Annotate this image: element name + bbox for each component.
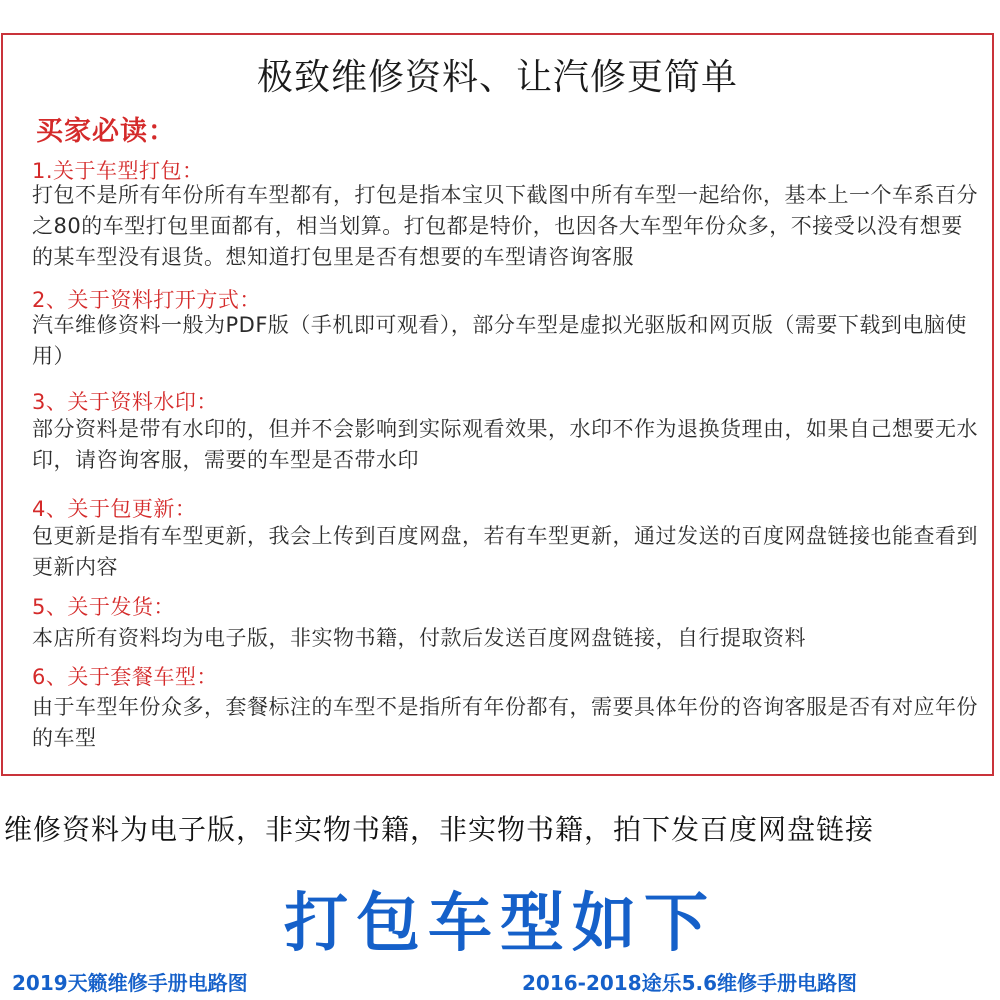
section-body-package-models: 由于车型年份众多，套餐标注的车型不是指所有年份都有，需要具体年份的咨询客服是否有对应年份的车型 xyxy=(32,695,978,750)
section-body-open-method: 汽车维修资料一般为PDF版（手机即可观看），部分车型是虚拟光驱版和网页版（需要下载到电脑使用） xyxy=(32,313,967,368)
electronic-version-note: 维修资料为电子版，非实物书籍，非实物书籍，拍下发百度网盘链接 xyxy=(4,813,875,846)
notice-box xyxy=(1,33,994,776)
section-heading-package-models: 6、关于套餐车型： xyxy=(32,665,218,689)
section-body-watermark: 部分资料是带有水印的，但并不会影响到实际观看效果，水印不作为退换货理由，如果自己想要无水印，请咨询客服，需要的车型是否带水印 xyxy=(32,417,978,472)
model-label-teana: 2019天籁维修手册电路图 xyxy=(12,971,248,995)
section-heading-packaging: 1.关于车型打包： xyxy=(32,159,204,183)
pack-models-title: 打包车型如下 xyxy=(284,887,716,961)
model-label-patrol: 2016-2018途乐5.6维修手册电路图 xyxy=(522,971,858,995)
section-heading-watermark: 3、关于资料水印： xyxy=(32,390,218,414)
section-body-updates: 包更新是指有车型更新，我会上传到百度网盘，若有车型更新，通过发送的百度网盘链接也能查看到更新内容 xyxy=(32,524,978,579)
section-heading-delivery: 5、关于发货： xyxy=(32,595,175,619)
notice-title: 极致维修资料、让汽修更简单 xyxy=(256,57,738,98)
section-heading-open-method: 2、关于资料打开方式： xyxy=(32,288,261,312)
section-heading-updates: 4、关于包更新： xyxy=(32,497,197,521)
section-body-delivery: 本店所有资料均为电子版，非实物书籍，付款后发送百度网盘链接，自行提取资料 xyxy=(32,626,806,650)
section-body-packaging: 打包不是所有年份所有车型都有，打包是指本宝贝下截图中所有车型一起给你，基本上一个车系百分之80的车型打包里面都有，相当划算。打包都是特价，也因各大车型年份众多，不接受以没有想要的某车型没有退货。想知道打包里是否有想要的车型请咨询客服 xyxy=(32,183,978,269)
buyer-must-read-heading: 买家必读： xyxy=(36,116,176,147)
